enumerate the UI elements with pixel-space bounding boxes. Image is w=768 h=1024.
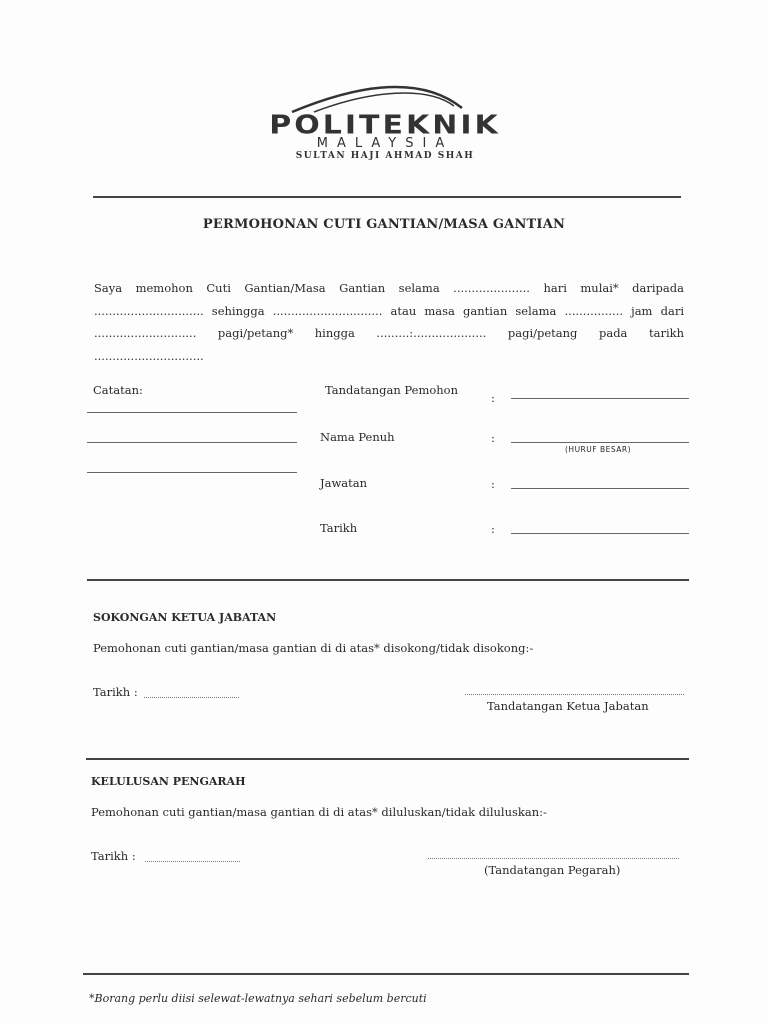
request-paragraph-text: Saya memohon Cuti Gantian/Masa Gantian selama ..................... hari mulai* daripada .............................. sehingga .............................. atau masa gantian selama ................ jam dari ............................ pagi/petang* hingga .........:.................... pagi/petang pada tarikh [94,281,684,340]
notes-label: Catatan: [93,383,143,397]
full-name-hint: (HURUF BESAR) [565,445,632,454]
support-statement: Pemohonan cuti gantian/masa gantian di di atas* disokong/tidak disokong:- [93,641,534,655]
date-label: Tarikh [320,521,358,535]
full-name-colon: : [491,431,495,445]
logo-campus: SULTAN HAJI AHMAD SHAH [295,151,475,161]
position-colon: : [491,477,495,491]
request-paragraph [94,277,684,367]
support-date-label: Tarikh : [93,685,138,699]
date-colon: : [491,522,495,536]
logo-wordmark: POLITEKNIK [269,110,501,141]
request-paragraph-end: .............................. [94,348,204,363]
approval-date-label: Tarikh : [91,849,136,863]
support-signature-field[interactable] [465,694,684,695]
notes-line-2[interactable] [87,442,297,443]
support-heading: SOKONGAN KETUA JABATAN [93,611,277,624]
full-name-label: Nama Penuh [320,430,395,444]
approval-signature-label: (Tandatangan Pegarah) [484,863,621,877]
footer-divider [83,973,689,975]
signature-label: Tandatangan Pemohon [325,383,459,397]
politeknik-logo [222,78,548,168]
notes-line-3[interactable] [87,472,297,473]
full-name-field[interactable] [511,442,689,443]
notes-line-1[interactable] [87,412,297,413]
support-signature-label: Tandatangan Ketua Jabatan [487,699,649,713]
approval-divider [86,758,689,760]
approval-signature-field[interactable] [428,858,679,859]
support-date-field[interactable] [144,697,239,698]
date-field[interactable] [511,533,689,534]
logo-country: MALAYSIA [316,136,454,151]
signature-field[interactable] [511,398,689,399]
position-label: Jawatan [320,476,368,490]
approval-date-field[interactable] [145,861,240,862]
form-title: PERMOHONAN CUTI GANTIAN/MASA GANTIAN [202,217,566,232]
support-divider [87,579,689,581]
signature-colon: : [491,391,495,405]
approval-heading: KELULUSAN PENGARAH [91,775,246,788]
footnote: *Borang perlu diisi selewat-lewatnya sehari sebelum bercuti [89,992,427,1005]
top-divider [93,196,681,198]
position-field[interactable] [511,488,689,489]
approval-statement: Pemohonan cuti gantian/masa gantian di di atas* diluluskan/tidak diluluskan:- [91,805,547,819]
